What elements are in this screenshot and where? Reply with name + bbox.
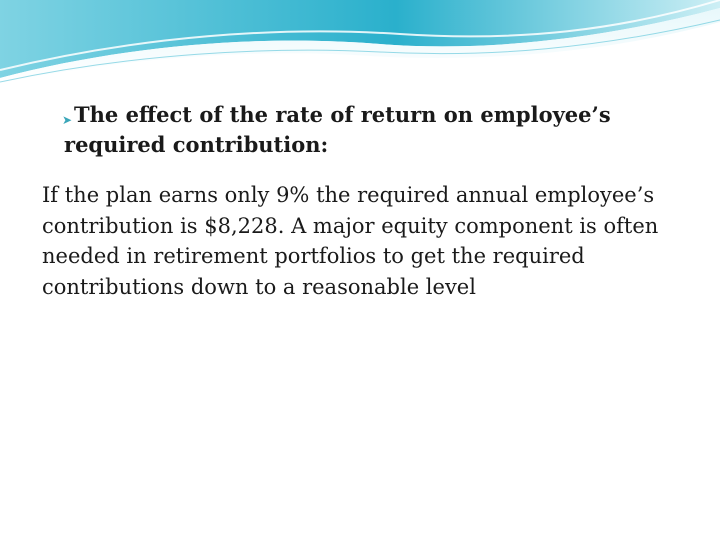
- slide-content: [42, 100, 682, 302]
- header-wave-decoration: [0, 0, 720, 90]
- slide-heading: [42, 100, 682, 160]
- heading-text: The effect of the rate of return on employee’s required contribution:: [64, 102, 611, 157]
- body-paragraph: If the plan earns only 9% the required annual employee’s contribution is $8,228. A major equity component is often needed in retirement portfolios to get the required contributions down to a reasonable level: [42, 183, 659, 299]
- arrow-bullet-icon: ➤: [62, 113, 73, 127]
